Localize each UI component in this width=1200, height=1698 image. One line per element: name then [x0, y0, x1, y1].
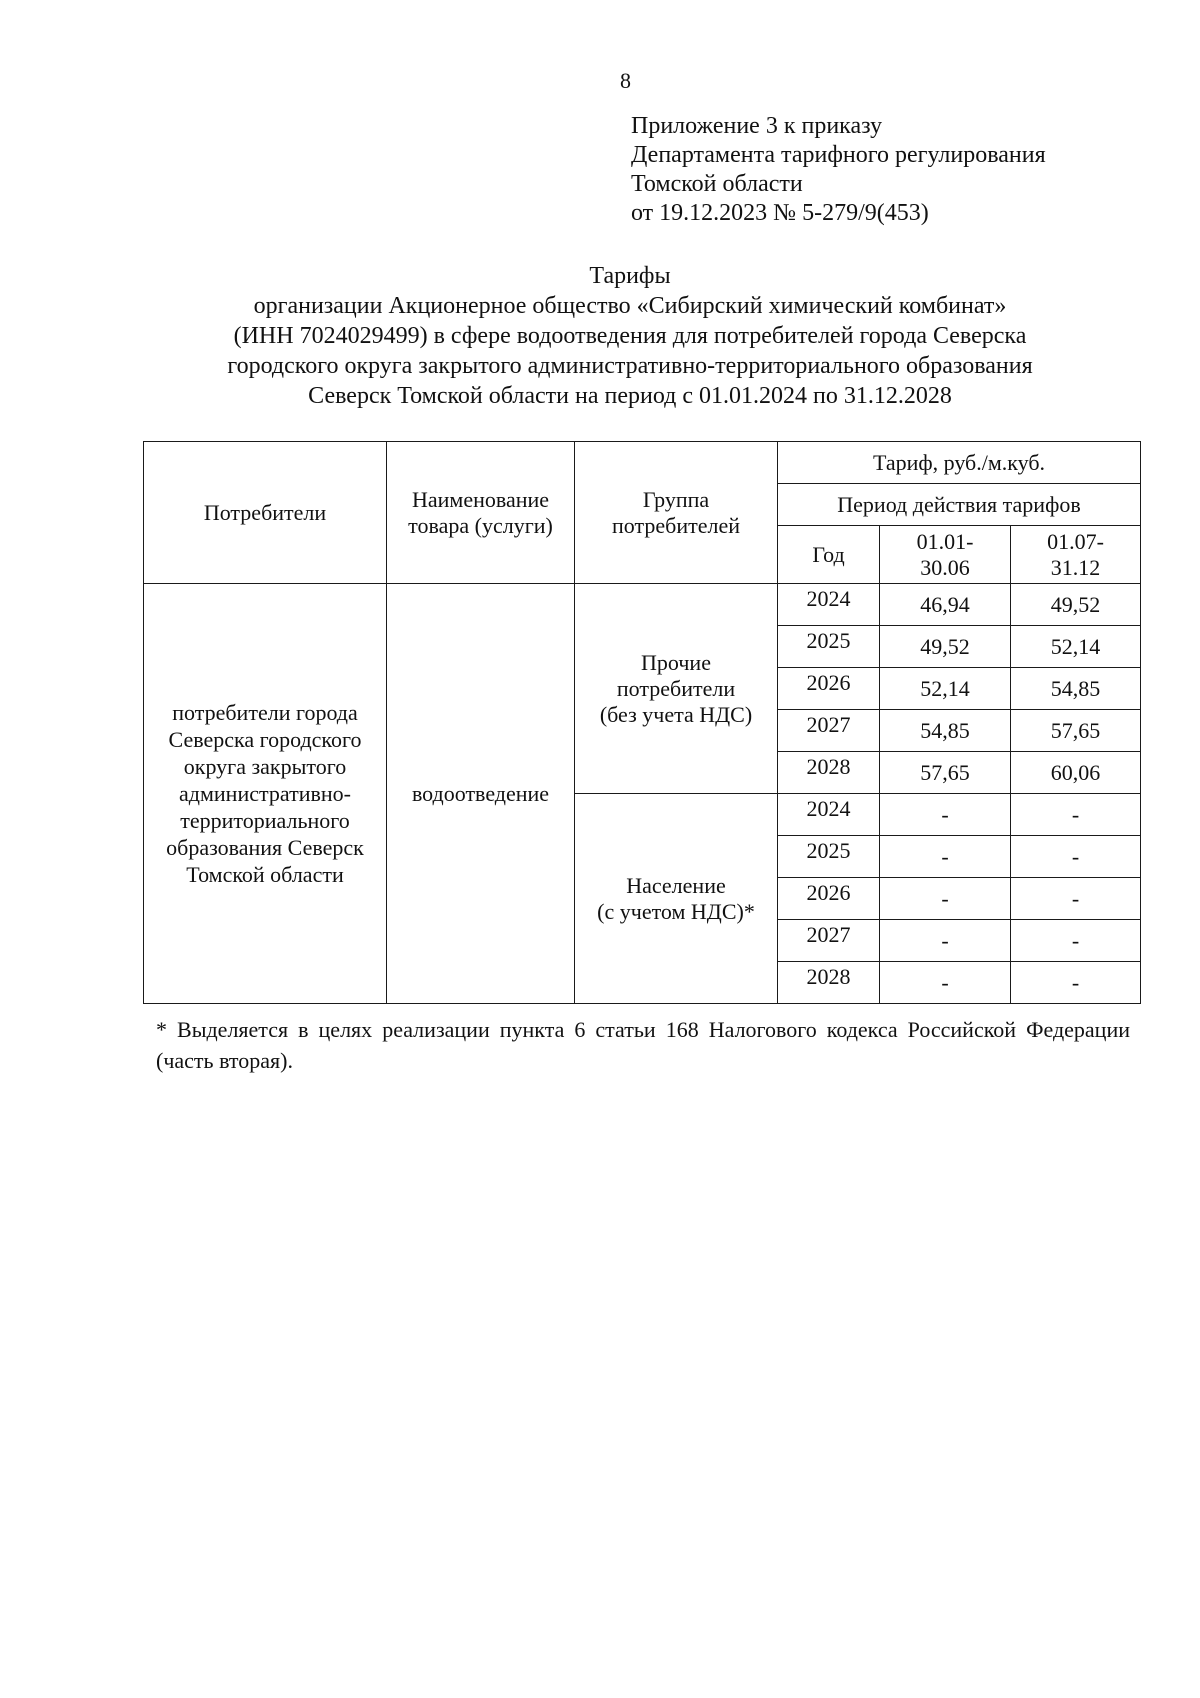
tariff-cell: -: [880, 794, 1011, 836]
header-text: Наименование: [411, 486, 550, 512]
header-product: [387, 442, 575, 584]
year-cell: 2026: [778, 878, 880, 920]
year-cell: 2027: [778, 920, 880, 962]
group-text: (с учетом НДС)*: [597, 898, 755, 924]
tariff-cell: 57,65: [1011, 710, 1141, 752]
consumers-text: Северска городского: [168, 727, 362, 752]
year-cell: 2028: [778, 962, 880, 1004]
title-line: организации Акционерное общество «Сибирский химический комбинат»: [253, 293, 1007, 319]
header-tariff: Тариф, руб./м.куб.: [778, 442, 1141, 484]
table-row: [144, 584, 1141, 626]
group-text: (без учета НДС): [599, 701, 753, 727]
title-heading: Тарифы: [589, 263, 671, 289]
tariff-cell: 52,14: [880, 668, 1011, 710]
product-cell: водоотведение: [387, 584, 575, 1004]
tariff-cell: -: [1011, 836, 1141, 878]
page-number: 8: [620, 68, 631, 93]
appendix-line: Департамента тарифного регулирования: [631, 142, 1046, 168]
tariff-cell: -: [880, 836, 1011, 878]
header-text: 01.01-: [916, 528, 974, 554]
consumers-text: Томской области: [186, 862, 344, 887]
consumers-text: образования Северск: [166, 835, 364, 860]
tariff-cell: 57,65: [880, 752, 1011, 794]
year-cell: 2027: [778, 710, 880, 752]
consumers-text: административно-: [179, 781, 351, 806]
group-text: Прочие: [641, 649, 711, 675]
tariff-cell: -: [880, 878, 1011, 920]
tariff-cell: 49,52: [1011, 584, 1141, 626]
header-period: Период действия тарифов: [778, 484, 1141, 526]
document-title: [140, 261, 1120, 411]
appendix-line: Приложение 3 к приказу: [631, 113, 883, 139]
title-line: городского округа закрытого административно-территориального образования: [227, 353, 1033, 379]
consumers-text: потребители города: [172, 700, 358, 725]
group-text: Население: [626, 872, 726, 898]
header-second-half: [1011, 526, 1141, 584]
appendix-reference: [631, 112, 1046, 228]
header-text: Группа: [642, 486, 710, 512]
header-text: 30.06: [920, 554, 970, 580]
tariff-cell: 52,14: [1011, 626, 1141, 668]
tariff-cell: -: [1011, 920, 1141, 962]
tariff-cell: 54,85: [1011, 668, 1141, 710]
consumers-cell: [144, 584, 387, 1004]
title-line: (ИНН 7024029499) в сфере водоотведения для потребителей города Северска: [233, 323, 1027, 349]
year-cell: 2028: [778, 752, 880, 794]
header-year: Год: [778, 526, 880, 584]
group-text: потребители: [616, 675, 736, 701]
title-line: Северск Томской области на период с 01.01.2024 по 31.12.2028: [308, 383, 952, 409]
header-consumers: Потребители: [144, 442, 387, 584]
tariff-cell: -: [880, 920, 1011, 962]
appendix-line: от 19.12.2023 № 5-279/9(453): [631, 200, 929, 226]
consumers-text: территориального: [180, 808, 350, 833]
tariff-table: [143, 441, 1141, 1004]
header-text: потребителей: [612, 512, 740, 538]
tariff-cell: -: [1011, 794, 1141, 836]
year-cell: 2024: [778, 584, 880, 626]
tariff-cell: 49,52: [880, 626, 1011, 668]
footnote: * Выделяется в целях реализации пункта 6 статьи 168 Налогового кодекса Российской Федерации (часть вторая).: [156, 1017, 1130, 1073]
tariff-cell: 54,85: [880, 710, 1011, 752]
header-group: [575, 442, 778, 584]
header-text: 31.12: [1050, 554, 1101, 580]
year-cell: 2025: [778, 626, 880, 668]
tariff-cell: 60,06: [1011, 752, 1141, 794]
tariff-cell: -: [880, 962, 1011, 1004]
tariff-cell: -: [1011, 962, 1141, 1004]
year-cell: 2026: [778, 668, 880, 710]
appendix-line: Томской области: [631, 171, 803, 197]
year-cell: 2024: [778, 794, 880, 836]
header-text: 01.07-: [1047, 528, 1104, 554]
consumers-text: округа закрытого: [183, 754, 347, 779]
tariff-cell: 46,94: [880, 584, 1011, 626]
header-row: [144, 442, 1141, 484]
tariff-cell: -: [1011, 878, 1141, 920]
group-cell-other: [575, 584, 778, 794]
header-text: товара (услуги): [408, 512, 553, 538]
year-cell: 2025: [778, 836, 880, 878]
header-first-half: [880, 526, 1011, 584]
group-cell-population: [575, 794, 778, 1004]
